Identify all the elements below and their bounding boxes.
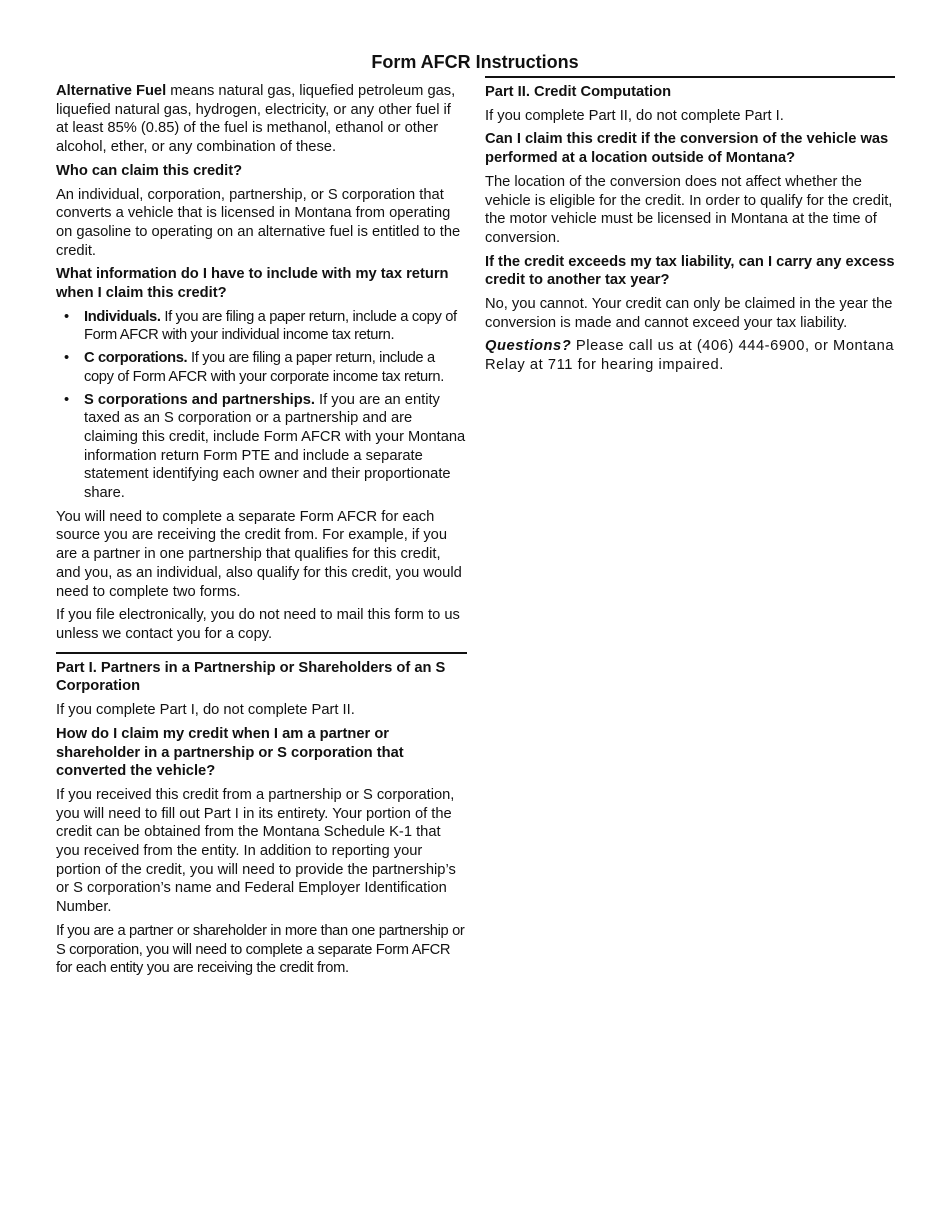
list-item-label: Individuals. [84, 308, 161, 325]
section-divider [56, 652, 467, 654]
list-item-label: S corporations and partnerships. [84, 391, 315, 408]
separate-form-text: You will need to complete a separate Form AFCR for each source you are receiving the credit from. For example, if you are a partner in one partnership that qualifies for this credit, and you, as an individual, also qualify for this credit, you would need to complete two forms. [56, 508, 462, 600]
bullet-icon: • [64, 391, 70, 408]
list-item [56, 349, 467, 386]
excess-credit-text: No, you cannot. Your credit can only be claimed in the year the conversion is made and cannot exceed your tax liability. [485, 296, 893, 331]
information-heading: What information do I have to include with my tax return when I claim this credit? [56, 266, 449, 302]
bullet-icon: • [64, 350, 69, 367]
part1-question-heading: How do I claim my credit when I am a partner or shareholder in a partnership or S corporation that converted the vehicle? [56, 725, 404, 780]
location-text: The location of the conversion does not affect whether the vehicle is eligible for the credit. In order to qualify for the credit, the motor vehicle must be licensed in Montana at the time of conversion. [485, 173, 893, 246]
part2-heading: Part II. Credit Computation [485, 84, 672, 100]
alternative-fuel-term: Alternative Fuel [56, 83, 167, 99]
questions-paragraph [485, 337, 895, 374]
part1-text-1: If you received this credit from a partnership or S corporation, you will need to fill out Part I in its entirety. Your portion of the credit can be obtained from the Montana Schedule K-1 that you received from the entity. In addition to reporting your portion of the credit, you will need to provide the partnership’s or S corporation’s name and Federal Employer Identification Number. [56, 786, 456, 916]
part1-text-2: If you are a partner or shareholder in more than one partnership or S corporation, you will need to complete a separate Form AFCR for each entity you are receiving the credit from. [56, 922, 465, 977]
list-item-text: If you are filing a paper return, include a copy of Form AFCR with your corporate income tax return. [84, 350, 444, 385]
who-can-claim-heading: Who can claim this credit? [56, 162, 243, 179]
list-item [56, 391, 467, 503]
questions-label: Questions? [485, 338, 572, 355]
list-item-label: C corporations. [84, 350, 188, 367]
questions-text: Please call us at (406) 444-6900, or Montana Relay at 711 for hearing impaired. [485, 338, 895, 374]
section-divider [485, 76, 895, 78]
alternative-fuel-text: means natural gas, liquefied petroleum gas, liquefied natural gas, hydrogen, electricity, or any other fuel if at least 85% (0.85) of the fuel is methanol, ethanol or other alcohol, ether, or any combination of these. [56, 83, 456, 156]
filing-requirements-list [56, 308, 467, 503]
left-column [56, 82, 467, 983]
list-item-text: If you are filing a paper return, include a copy of Form AFCR with your individual income tax return. [84, 308, 457, 344]
excess-credit-heading: If the credit exceeds my tax liability, can I carry any excess credit to another tax year? [485, 253, 895, 289]
location-heading: Can I claim this credit if the conversion of the vehicle was performed at a location outside of Montana? [485, 131, 889, 167]
alternative-fuel-definition [56, 82, 467, 157]
list-item-text: If you are an entity taxed as an S corporation or a partnership and are claiming this credit, include Form AFCR with your Montana information return Form PTE and include a separate statement identifying each owner and their proportionate share. [84, 391, 466, 502]
electronic-filing-text: If you file electronically, you do not need to mail this form to us unless we contact you for a copy. [56, 607, 460, 642]
list-item [56, 308, 467, 345]
bullet-icon: • [64, 308, 69, 325]
part2-note: If you complete Part II, do not complete Part I. [485, 107, 784, 124]
page-title: Form AFCR Instructions [371, 52, 579, 72]
part1-heading: Part I. Partners in a Partnership or Shareholders of an S Corporation [56, 659, 446, 695]
part1-note: If you complete Part I, do not complete Part II. [56, 702, 355, 719]
who-can-claim-text: An individual, corporation, partnership, or S corporation that converts a vehicle that is licensed in Montana from operating on gasoline to operating on an alternative fuel is entitled to the credit. [56, 186, 461, 259]
right-column [485, 76, 895, 380]
